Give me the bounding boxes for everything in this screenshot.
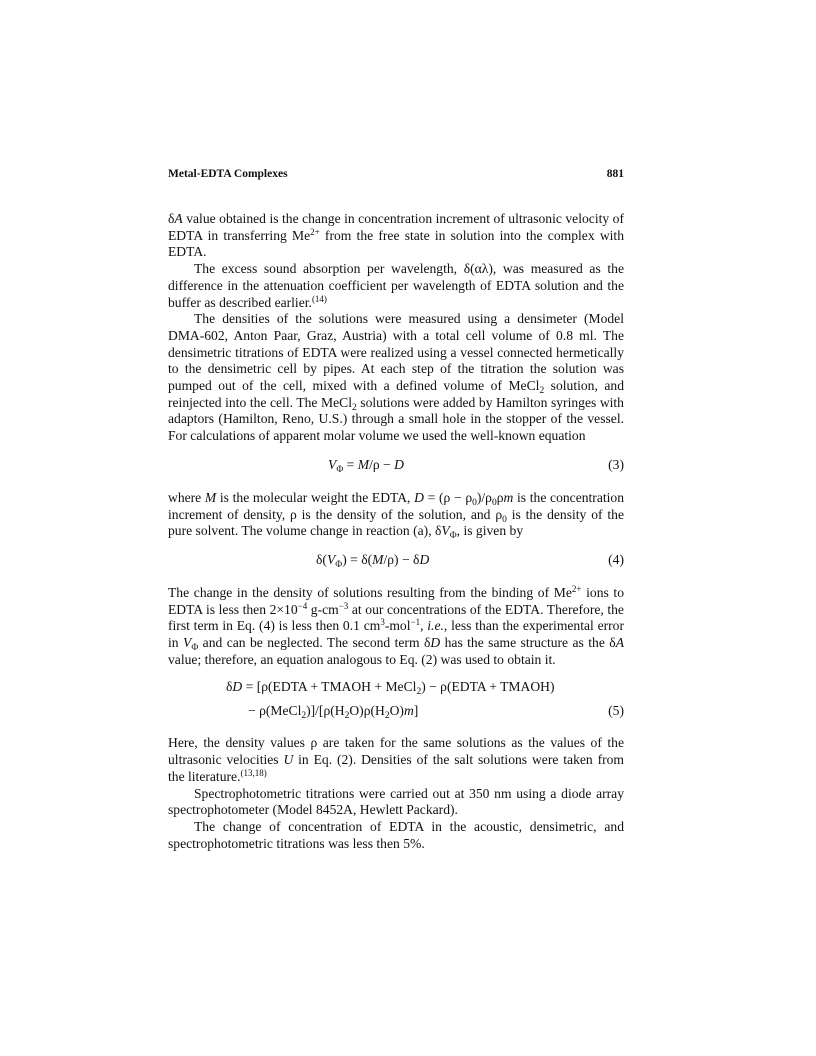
paragraph-3: The densities of the solutions were measured using a densimeter (Model DMA-602, Anton Paar, Graz, Austria) with a total cell volume of 0.8 ml. The densimetric titrations of EDTA were realized using a vessel connected hermetically to the densimetric cell by pipes. At each step of the titration the solution was pumped out of the cell, mixed with a defined volume of MeCl$_2$ solution, and reinjected into the cell. The MeCl$_2$ solutions were added by Hamilton syringes with adaptors (Hamilton, Reno, U.S.) through a small hole in the stopper of the vessel. For calculations of apparent molar volume we used the well-known equation [168, 311, 624, 444]
citation: (13,18) [240, 767, 267, 778]
paragraph-6: Here, the density values ρ are taken for the same solutions as the values of the ultrasonic velocities U in Eq. (2). Densities of the salt solutions were taken from the literature.$^{(13,18)}$ [168, 735, 624, 784]
equation-4 [168, 552, 624, 569]
running-head-title: Metal-EDTA Complexes [168, 168, 288, 180]
equation-5 [168, 679, 624, 721]
equation-3-number: (3) [608, 456, 624, 472]
body-text [168, 211, 624, 852]
paragraph-8: The change of concentration of EDTA in the acoustic, densimetric, and spectrophotometric titrations was less then 5%. [168, 818, 624, 851]
equation-4-number: (4) [608, 551, 624, 567]
equation-3-expression: $V_\Phi = M/\rho - D$ [328, 456, 404, 475]
paragraph-5: The change in the density of solutions resulting from the binding of $Me^{2+}$ ions to EDTA is less then $2\times 10^{-4}$ $g-cm^{-3}$ at our concentrations of the EDTA. Therefore, the first term in Eq. (4) is less then 0.1 $cm^3-mol^{-1}$, i.e., less than the experimental error in $V_\Phi$ and can be neglected. The second term δD has the same structure as the δA value; therefore, an equation analogous to Eq. (2) was used to obtain it. [168, 583, 625, 667]
equation-5-line-2: − $\rho(MeCl_2)]/[\rho(H_2O)\rho(H_2O)m]$ [248, 703, 419, 722]
paragraph-2: The excess sound absorption per wavelength, δ(αλ), was measured as the difference in the attenuation coefficient per wavelength of EDTA solution and the buffer as described earlier.$^{(14)}$ [168, 261, 624, 310]
equation-5-line-1: δD = [ρ(EDTA + TMAOH + MeCl$_2$) − ρ(EDTA + TMAOH) [226, 679, 555, 698]
equation-5-number: (5) [608, 703, 624, 719]
page-number: 881 [606, 168, 624, 180]
paragraph-4: where M is the molecular weight the EDTA, $D = (\rho - \rho_0)/\rho_0\rho m$ is the concentration increment of density, ρ is the density of the solution, and $\rho_0$ is the density of the pure solvent. The volume change in reaction (a), $\delta V_\Phi$, is given by [168, 489, 625, 542]
paragraph-1: δA value obtained is the change in concentration increment of ultrasonic velocity of EDTA in transferring $Me^{2+}$ from the free state in solution into the complex with EDTA. [168, 211, 624, 260]
running-head [168, 168, 624, 188]
equation-3 [168, 457, 624, 474]
citation: (14) [311, 293, 327, 304]
equation-4-expression: $\delta(V_\Phi) = \delta(M/\rho) - \delta D$ [316, 551, 430, 570]
paragraph-7: Spectrophotometric titrations were carried out at 350 nm using a diode array spectrophotometer (Model 8452A, Hewlett Packard). [168, 785, 624, 818]
